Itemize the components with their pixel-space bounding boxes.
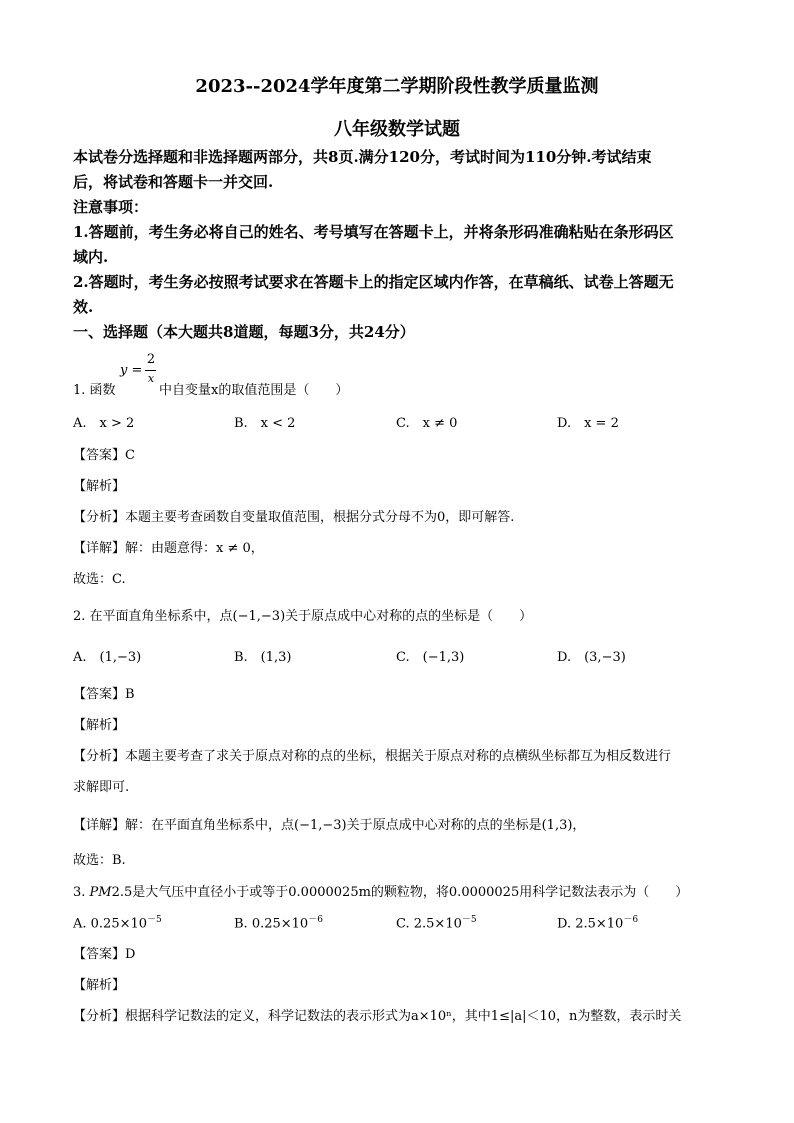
q3-number: 3. <box>73 885 86 900</box>
q3-answer: 【答案】D <box>73 947 136 962</box>
fraction-bar <box>145 370 156 371</box>
question-1-suffix: 中自变量x的取值范围是（ ） <box>159 383 349 398</box>
note-2b: 效. <box>73 298 94 316</box>
formula-lhs: y = <box>120 363 143 378</box>
q3-option-d: D. $2.5\times 10^{-6}$ <box>557 915 639 932</box>
formula-denominator: x <box>147 372 155 385</box>
q1-option-d: D. x = 2 <box>557 416 619 431</box>
notice-heading: 注意事项： <box>73 198 149 216</box>
q2-answer: 【答案】B <box>73 687 135 702</box>
note-2a: 2.答题时，考生务必按照考试要求在答题卡上的指定区域内作答，在草稿纸、试卷上答题无 <box>73 273 674 291</box>
q3-analysis-label: 【解析】 <box>73 978 126 993</box>
q3-option-b: B. $0.25\times 10^{-6}$ <box>234 915 323 932</box>
q2-detail: 【详解】解：在平面直角坐标系中，点(−1,−3)关于原点成中心对称的点的坐标是(1,3)， <box>73 818 586 833</box>
q2-fenxi-b: 求解即可. <box>73 780 130 795</box>
section-1-heading: 一、选择题（本大题共8道题，每题3分，共24分） <box>73 323 415 341</box>
q1-choose: 故选：C. <box>73 572 126 587</box>
q2-analysis-label: 【解析】 <box>73 718 126 733</box>
q1-option-c: C. x ≠ 0 <box>396 416 458 431</box>
q3-fenxi: 【分析】根据科学记数法的定义，科学记数法的表示形式为a×10ⁿ，其中1≤|a|＜10，n为整数，表示时关 <box>73 1009 682 1024</box>
intro-line-1: 本试卷分选择题和非选择题两部分，共8页.满分120分，考试时间为110分钟.考试结束 <box>73 148 652 166</box>
q3-pm: PM <box>89 885 112 900</box>
q1-analysis-label: 【解析】 <box>73 479 126 494</box>
q2-option-a: A. (1,−3) <box>73 650 142 665</box>
q1-answer: 【答案】C <box>73 448 135 463</box>
q2-choose: 故选：B. <box>73 853 126 868</box>
formula-numerator: 2 <box>146 352 156 367</box>
exam-title: 2023--2024学年度第二学期阶段性教学质量监测 <box>195 76 599 97</box>
q2-option-c: C. (−1,3) <box>396 650 465 665</box>
q3-option-c: C. $2.5\times 10^{-5}$ <box>396 915 477 932</box>
q1-option-a: A. x > 2 <box>73 416 135 431</box>
q1-fenxi: 【分析】本题主要考查函数自变量取值范围，根据分式分母不为0，即可解答. <box>73 510 515 525</box>
question-1-prefix: 1. 函数 <box>73 383 116 398</box>
q2-fenxi-a: 【分析】本题主要考查了求关于原点对称的点的坐标，根据关于原点对称的点横纵坐标都互为相反数进行 <box>73 749 672 764</box>
q1-detail: 【详解】解：由题意得：x ≠ 0， <box>73 541 264 556</box>
q1-option-b: B. x < 2 <box>234 416 296 431</box>
q3-stem: 2.5是大气压中直径小于或等于0.0000025m的颗粒物，将0.0000025用科学记数法表示为（ ） <box>111 885 689 900</box>
note-1b: 域内. <box>73 248 109 266</box>
question-3 <box>73 881 688 900</box>
q2-option-b: B. (1,3) <box>234 650 292 665</box>
note-1a: 1.答题前，考生务必将自己的姓名、考号填写在答题卡上，并将条形码准确粘贴在条形码区 <box>73 223 674 241</box>
q2-option-d: D. (3,−3) <box>557 650 626 665</box>
intro-line-2: 后，将试卷和答题卡一并交回. <box>73 173 274 191</box>
q3-option-a: A. $0.25\times 10^{-5}$ <box>73 915 162 932</box>
exam-subtitle: 八年级数学试题 <box>334 119 460 140</box>
question-2: 2. 在平面直角坐标系中，点(−1,−3)关于原点成中心对称的点的坐标是（ ） <box>73 609 533 624</box>
